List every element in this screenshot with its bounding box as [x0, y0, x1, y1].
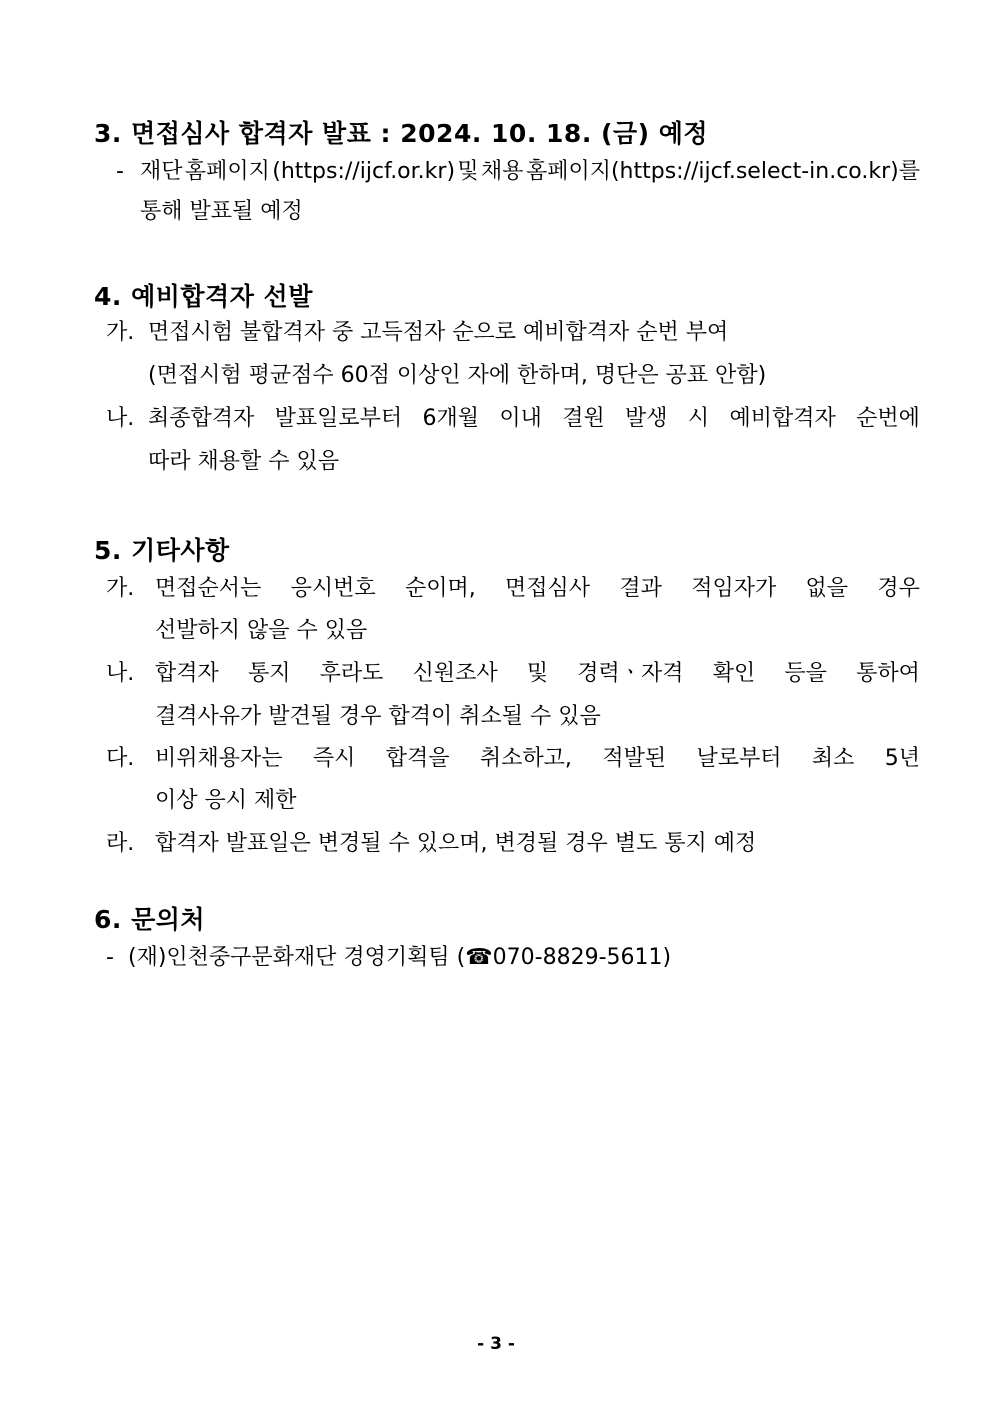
- word: 후라도: [319, 661, 384, 686]
- section-5-item-1-line-2: 선발하지 않을 수 있음: [155, 618, 368, 643]
- word: 채용: [481, 159, 524, 184]
- word: 날로부터: [696, 746, 782, 771]
- section-5-item-2-marker: 나.: [106, 661, 135, 686]
- word: 결원: [562, 406, 605, 431]
- section-3-item-1-marker: -: [116, 159, 124, 184]
- word: 시: [687, 406, 710, 431]
- word: (https://ijcf.or.kr): [272, 159, 456, 184]
- section-5-item-2-line-1: [155, 659, 920, 689]
- word: 순번에: [856, 406, 920, 431]
- section-5-item-4-marker: 라.: [106, 831, 135, 856]
- word: 즉시: [312, 746, 356, 771]
- word: 및: [457, 159, 479, 184]
- section-3-heading: 3. 면접심사 합격자 발표 : 2024. 10. 18. (금) 예정: [94, 119, 709, 148]
- word: 경우: [877, 576, 920, 601]
- word: 6개월: [422, 406, 479, 431]
- section-4-item-2-marker: 나.: [106, 406, 135, 431]
- section-4-heading: 4. 예비합격자 선발: [94, 282, 313, 311]
- section-5-item-3-marker: 다.: [106, 746, 135, 771]
- page-number: - 3 -: [477, 1334, 515, 1354]
- section-5-item-1-marker: 가.: [106, 576, 135, 601]
- word: 최종합격자: [148, 406, 255, 431]
- word: 취소하고,: [479, 746, 572, 771]
- word: 발생: [625, 406, 668, 431]
- word: 5년: [884, 746, 920, 771]
- word: 면접심사: [505, 576, 591, 601]
- word: 통지: [247, 661, 291, 686]
- word: 홈페이지(https://ijcf.select-in.co.kr)를: [525, 159, 920, 184]
- word: 확인: [712, 661, 756, 686]
- word: 발표일로부터: [274, 406, 403, 431]
- word: 재단: [140, 159, 183, 184]
- section-4-item-2-line-1: [148, 404, 920, 434]
- section-5-item-3-line-1: [155, 744, 920, 774]
- section-3-item-1-line-1: [140, 157, 920, 187]
- word: 적발된: [602, 746, 667, 771]
- word: 등을: [784, 661, 827, 686]
- word: 홈페이지: [184, 159, 270, 184]
- contact-line: (재)인천중구문화재단 경영기획팀 (☎070-8829-5611): [128, 945, 672, 970]
- word: 경력ㆍ자격: [577, 661, 684, 686]
- word: 면접순서는: [155, 576, 262, 601]
- section-4-item-1-marker: 가.: [106, 320, 135, 345]
- section-5-item-3-line-2: 이상 응시 제한: [155, 788, 297, 813]
- word: 없을: [805, 576, 849, 601]
- section-4-item-2-line-2: 따라 채용할 수 있음: [148, 449, 339, 474]
- section-3-item-1-line-2: 통해 발표될 예정: [140, 199, 303, 224]
- word: 합격을: [385, 746, 450, 771]
- word: 결과: [619, 576, 662, 601]
- word: 예비합격자: [729, 406, 836, 431]
- section-4-item-1-line-2: (면접시험 평균점수 60점 이상인 자에 한하며, 명단은 공표 안함): [148, 363, 767, 388]
- section-4-item-1-line-1: 면접시험 불합격자 중 고득점자 순으로 예비합격자 순번 부여: [148, 320, 729, 345]
- word: 비위채용자는: [155, 746, 283, 771]
- word: 응시번호: [290, 576, 376, 601]
- section-6-item-1-marker: -: [106, 945, 114, 970]
- section-5-heading: 5. 기타사항: [94, 536, 230, 565]
- word: 및: [526, 661, 549, 686]
- section-5-item-2-line-2: 결격사유가 발견될 경우 합격이 취소될 수 있음: [155, 704, 601, 729]
- word: 최소: [811, 746, 855, 771]
- word: 순이며,: [404, 576, 476, 601]
- section-5-item-1-line-1: [155, 574, 920, 604]
- section-6-heading: 6. 문의처: [94, 905, 206, 934]
- word: 이내: [499, 406, 542, 431]
- word: 합격자: [155, 661, 219, 686]
- section-5-item-4-line-1: 합격자 발표일은 변경될 수 있으며, 변경될 경우 별도 통지 예정: [155, 831, 757, 856]
- word: 적임자가: [691, 576, 777, 601]
- word: 통하여: [856, 661, 920, 686]
- word: 신원조사: [412, 661, 498, 686]
